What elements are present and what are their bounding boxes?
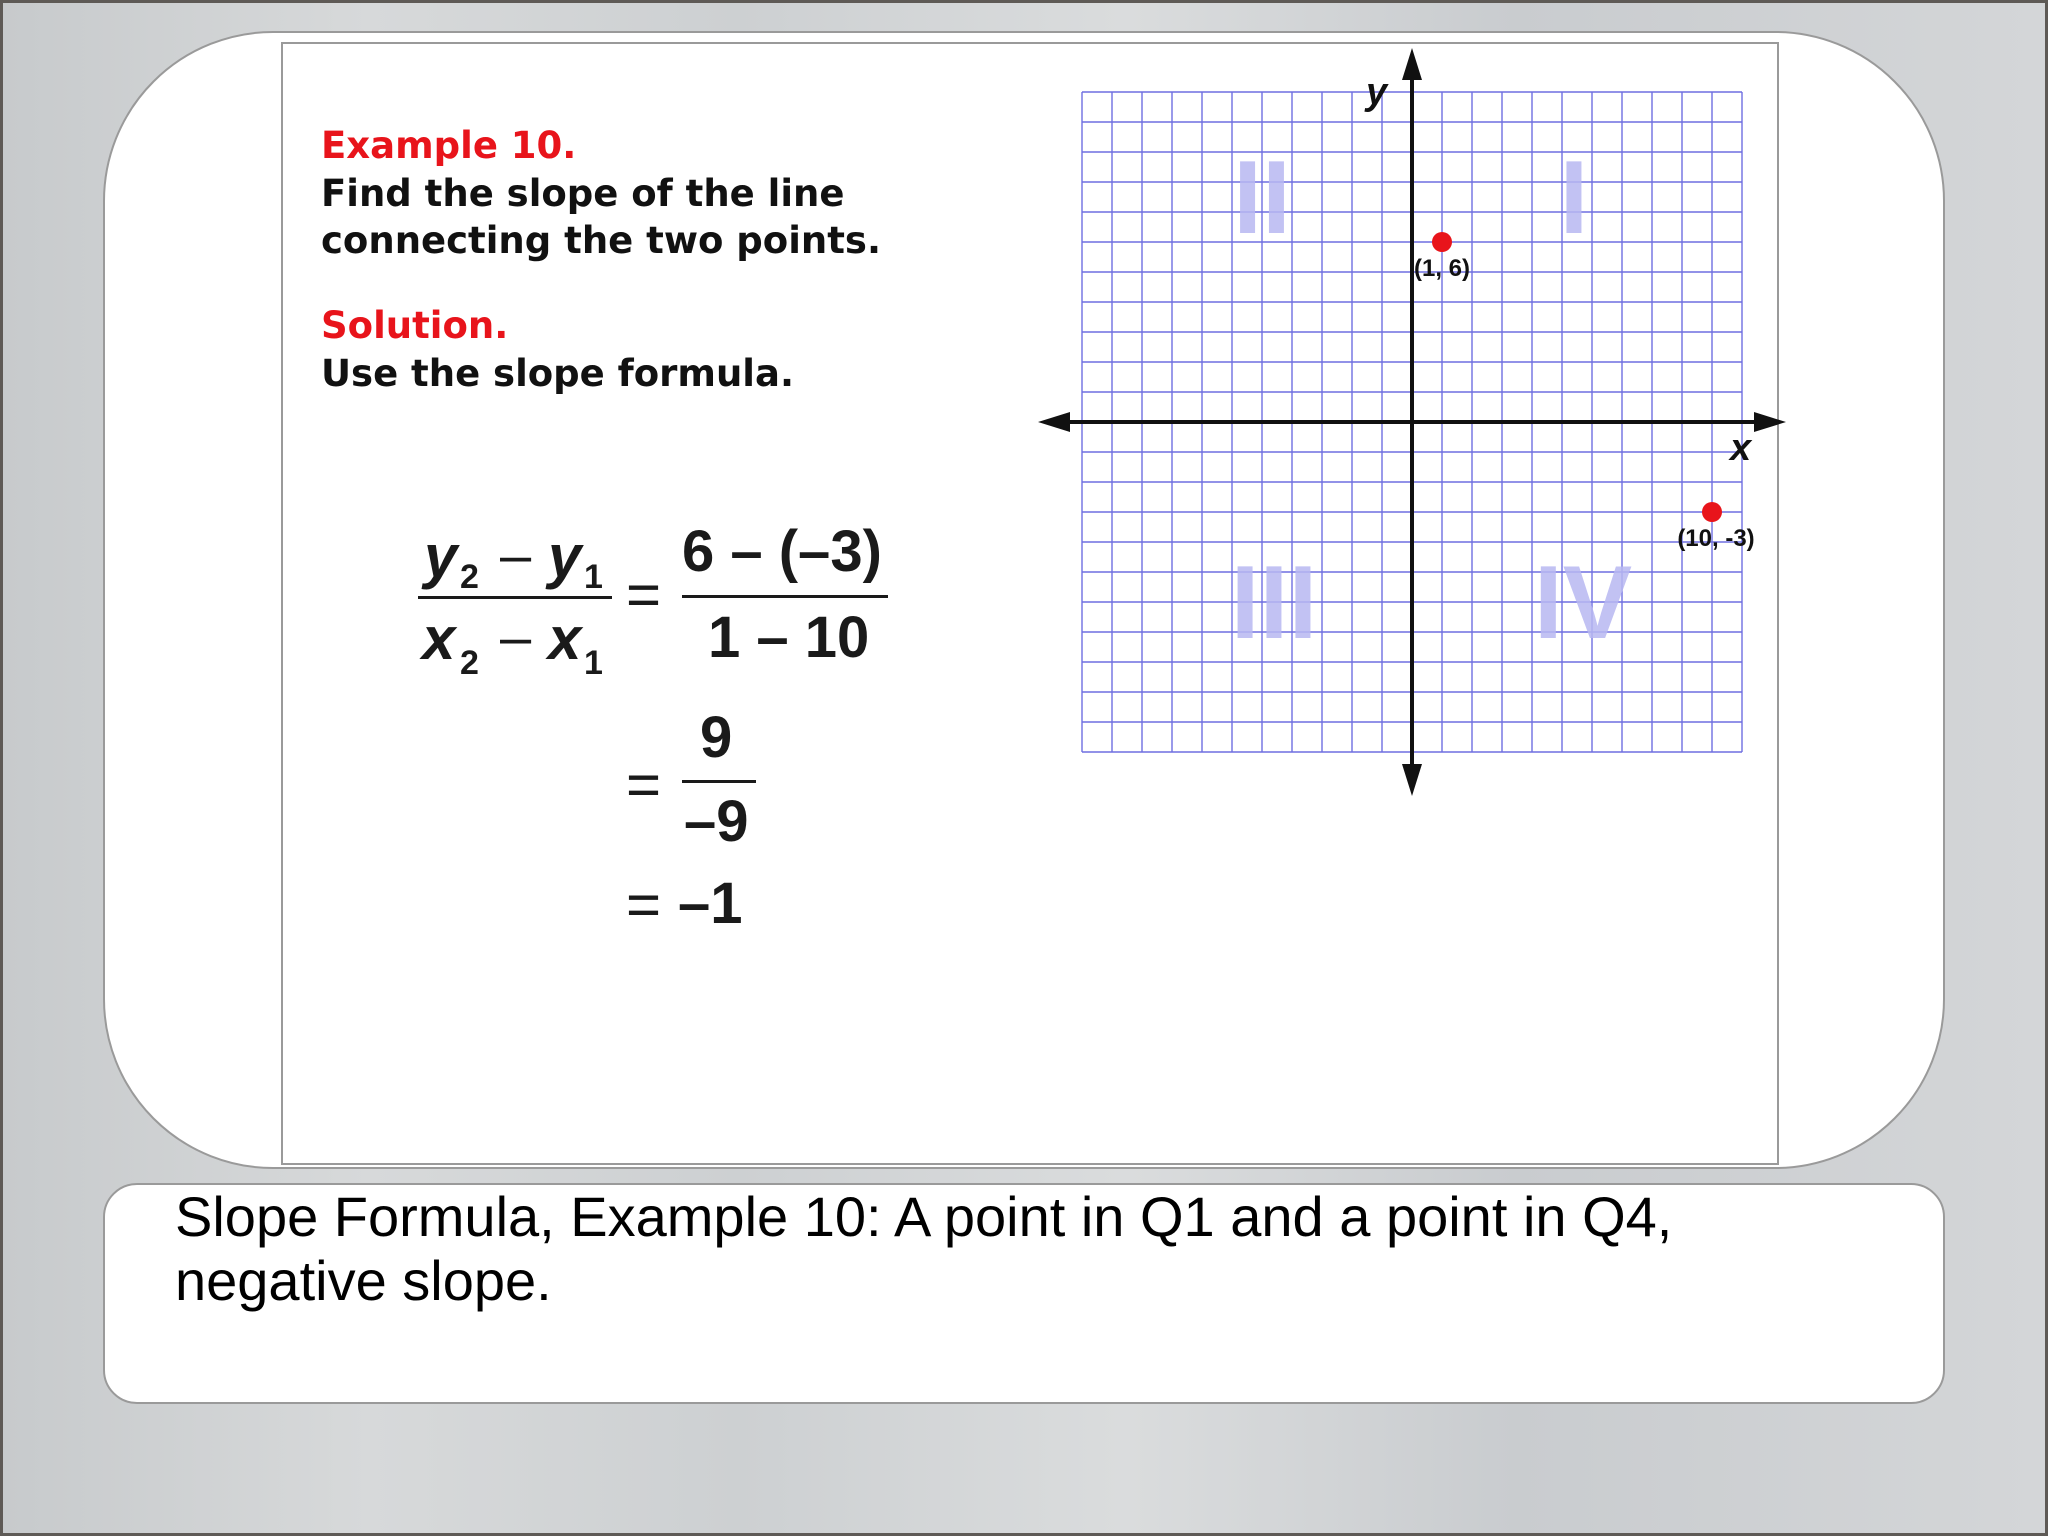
formula-y1-sub: 1 — [584, 558, 603, 596]
formula-x2: x — [422, 605, 456, 672]
equals-sign-2: = — [626, 751, 662, 818]
x-axis-label: x — [1730, 427, 1752, 469]
quadrant-labels — [1231, 140, 1632, 661]
quadrant-label-3: III — [1230, 545, 1318, 661]
coordinate-plane — [1030, 40, 1790, 800]
problem-line-1: Find the slope of the line — [321, 172, 845, 215]
quadrant-label-4: IV — [1533, 545, 1633, 661]
axes — [1038, 48, 1786, 796]
x-axis-arrow-right — [1754, 412, 1786, 432]
quadrant-label-2: II — [1233, 140, 1291, 256]
plotted-point-2 — [1702, 502, 1722, 522]
formula-y2: y — [424, 523, 458, 590]
formula-x2-sub: 2 — [460, 644, 479, 682]
formula-den-minus: – — [500, 605, 532, 668]
step2-denominator: –9 — [684, 789, 749, 854]
formula-fraction-bar — [418, 596, 612, 599]
y-axis-arrow-up — [1402, 48, 1422, 80]
solution-heading: Solution. — [321, 304, 509, 347]
problem-line-2: connecting the two points. — [321, 219, 882, 262]
step2-numerator: 9 — [700, 705, 733, 770]
step3-result: –1 — [678, 871, 743, 936]
equals-sign-3: = — [626, 871, 662, 938]
solution-line-1: Use the slope formula. — [321, 352, 794, 395]
plotted-point-1 — [1432, 232, 1452, 252]
point-label-1: (1, 6) — [1413, 255, 1471, 282]
caption-box — [103, 1183, 1945, 1404]
formula-x1-sub: 1 — [584, 644, 603, 682]
equals-sign-1: = — [626, 561, 662, 628]
x-axis-arrow-left — [1038, 412, 1070, 432]
step1-numerator: 6 – (–3) — [682, 519, 882, 584]
example-heading: Example 10. — [321, 124, 577, 167]
quadrant-label-1: I — [1559, 140, 1589, 256]
formula-num-minus: – — [500, 523, 532, 586]
formula-x1: x — [548, 605, 582, 672]
y-axis-label: y — [1366, 71, 1388, 113]
formula-y2-sub: 2 — [460, 558, 479, 596]
y-axis-arrow-down — [1402, 764, 1422, 796]
caption-text: Slope Formula, Example 10: A point in Q1 and a point in Q4, negative slope. — [175, 1185, 1673, 1312]
step1-denominator: 1 – 10 — [708, 605, 870, 670]
point-label-2: (10, -3) — [1677, 525, 1755, 552]
step1-fraction-bar — [682, 595, 888, 598]
formula-y1: y — [548, 523, 582, 590]
step2-fraction-bar — [682, 780, 756, 783]
